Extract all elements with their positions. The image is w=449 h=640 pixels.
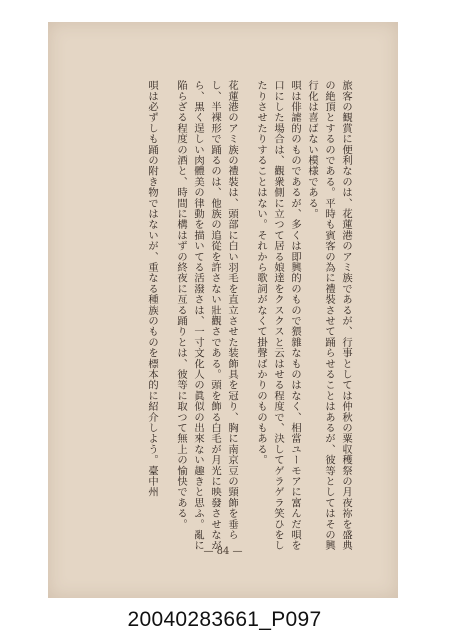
paragraph-2: 唄は俳謔的のものであるが、多くは即興的のもので猥雜なものはなく、相當ユーモアに富んだ唄を口にした場合は、觀衆側に立つて居る娘達をクスクスと云はせる程度で、決してゲラゲラ笑ひをしたりさせたりすることはない。それから歌詞がなくて掛聲ばかりのものもある。 (255, 80, 301, 551)
image-caption: 20040283661_P097 (127, 608, 322, 631)
paragraph-4: 唄は必ずしも踊の附き物ではないが、重なる種族のものを標本的に紹介しよう。臺中州 (146, 80, 158, 498)
page-number: — 84 — (203, 546, 243, 557)
vertical-body-text (131, 80, 354, 556)
paragraph-1: 旅客の観賞に便利なのは、花蓮港のアミ族であるが、行事としては仲秋の粟収穫祭の月夜祢を盛典の絶頂とするのである。平時も賓客の為に禮裝させて踊らせることはあるが、彼等としてはその興行化は喜ばない模様である。 (306, 80, 352, 551)
paragraph-3: 花蓮港のアミ族の禮裝は、頭部に白い羽毛を直立させた装飾具を冠り、胸に南京豆の頸飾を垂らし、半裸形で踊るのは、他族の追從を許さない壯觀さである。頭を飾る白毛が月光に映發させながら、黒く逞しい肉體美の律動を描いてる活潑さは、一寸文化人の眞似の出來ない趣きと思ふ。亂に陥らざる程度の酒と、時間に構はずの終夜に亙る踊りとは、彼等に取つて無上の愉快である。 (175, 80, 238, 551)
scanned-book-page (48, 22, 398, 598)
